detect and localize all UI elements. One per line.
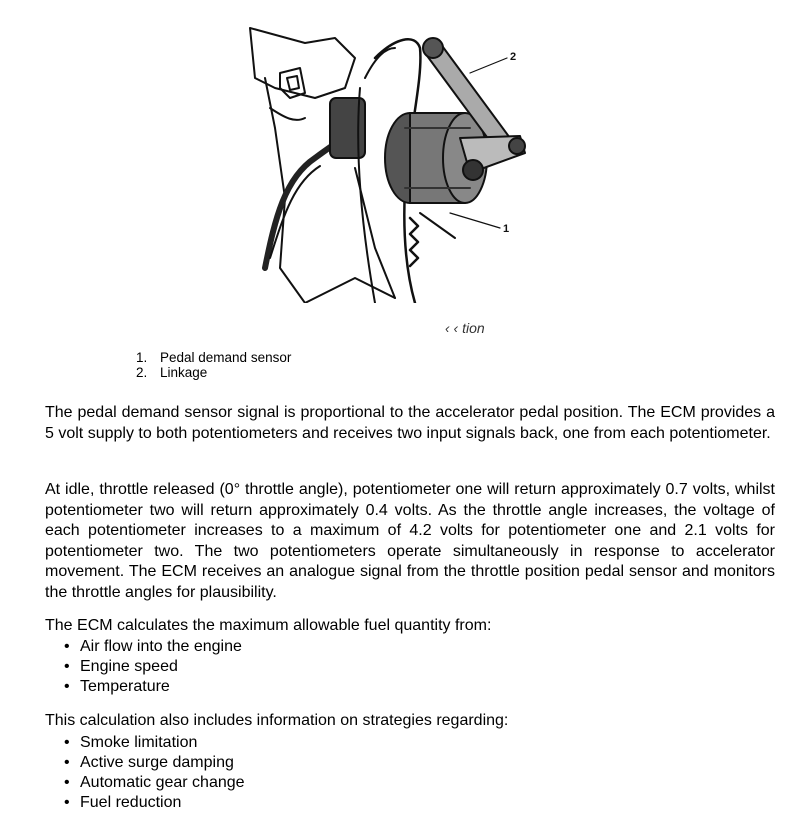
callout-1: 1	[503, 223, 510, 235]
callout-2: 2	[510, 51, 517, 63]
list-item-text: Engine speed	[80, 658, 178, 675]
paragraph-sensor-signal: The pedal demand sensor signal is proportional to the accelerator pedal position. The ECM provides a 5 volt supply to both potentiometers and receives two input signals back, one from each potentiometer.	[45, 404, 775, 442]
bullet-glyph: •	[64, 638, 70, 655]
strategies-list	[64, 733, 245, 813]
paragraph-potentiometer-voltages: At idle, throttle released (0° throttle angle), potentiometer one will return approximately 0.7 volts, whilst potentiometer two will return approximately 0.4 volts. As the throttle angle increases, the voltage of each potentiometer increases to a maximum of 4.2 volts for potentiometer one and 2.1 volts for potentiometer two. The two potentiometers operate simultaneously in response to accelerator movement. The ECM receives an analogue signal from the throttle position pedal sensor and monitors the throttle angles for plausibility.	[45, 481, 775, 601]
figure-caption-fragment: ‹ ‹ tion	[445, 320, 485, 336]
list-item-text: Automatic gear change	[80, 774, 245, 791]
pedal-sensor-illustration	[245, 18, 530, 303]
legend-item	[136, 350, 291, 365]
fuel-section-intro: The ECM calculates the maximum allowable fuel quantity from:	[45, 617, 492, 634]
bullet-glyph: •	[64, 658, 70, 675]
list-item-text: Temperature	[80, 678, 170, 695]
legend-number: 2.	[136, 365, 148, 380]
list-item	[64, 637, 242, 657]
strategy-section-intro: This calculation also includes information on strategies regarding:	[45, 712, 509, 729]
list-item-text: Fuel reduction	[80, 794, 182, 811]
list-item	[64, 753, 245, 773]
fuel-factors-list	[64, 637, 242, 697]
list-item-text: Smoke limitation	[80, 734, 198, 751]
list-item	[64, 773, 245, 793]
legend-number: 1.	[136, 350, 148, 365]
list-item-text: Active surge damping	[80, 754, 234, 771]
bullet-glyph: •	[64, 734, 70, 751]
bullet-glyph: •	[64, 774, 70, 791]
list-item	[64, 793, 245, 813]
list-item	[64, 677, 242, 697]
bullet-glyph: •	[64, 754, 70, 771]
list-item-text: Air flow into the engine	[80, 638, 242, 655]
pedal-sensor-drawing	[245, 18, 530, 303]
legend-label: Linkage	[160, 365, 208, 380]
list-item	[64, 733, 245, 753]
list-item	[64, 657, 242, 677]
legend-label: Pedal demand sensor	[160, 350, 292, 365]
bullet-glyph: •	[64, 794, 70, 811]
figure-legend	[136, 350, 291, 380]
bullet-glyph: •	[64, 678, 70, 695]
legend-item	[136, 365, 291, 380]
